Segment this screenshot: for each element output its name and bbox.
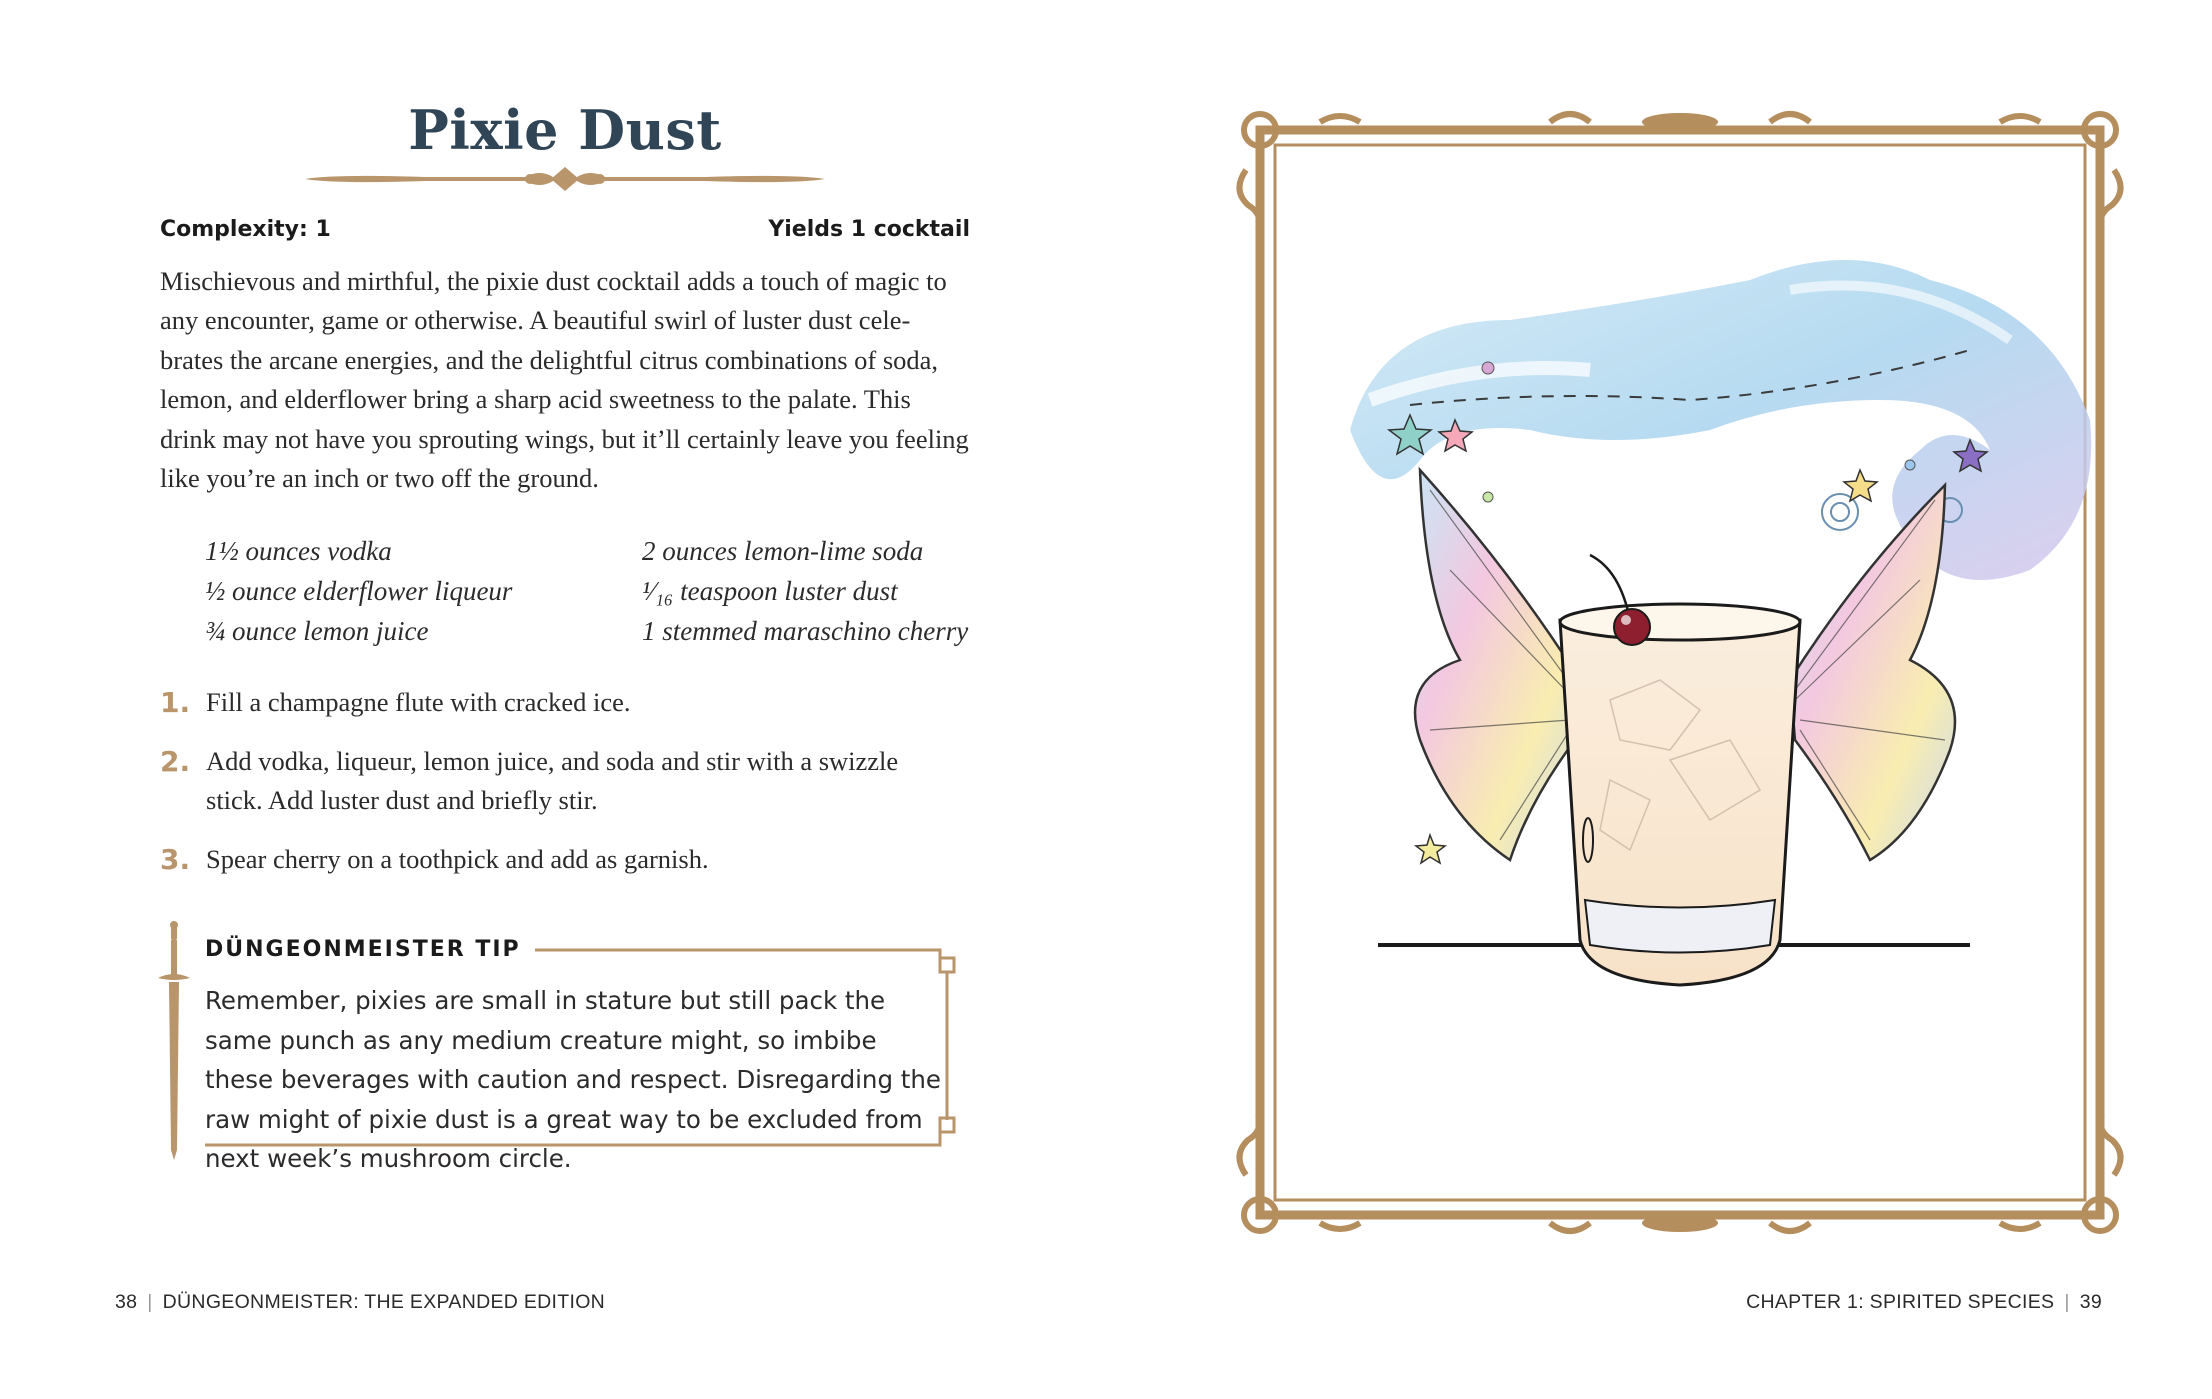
ingredient-item: 2 ounces lemon-lime soda: [642, 536, 924, 566]
recipe-title: Pixie Dust: [408, 98, 722, 162]
page-number: 39: [2079, 1291, 2102, 1313]
footer-separator: |: [2064, 1291, 2070, 1313]
step-number: 2.: [160, 745, 191, 778]
ingredient-item: 1½ ounces vodka: [205, 536, 392, 566]
recipe-intro: Mischievous and mirthful, the pixie dust cocktail adds a touch of magic to any encounter, game or otherwise. A beautiful swirl of luster dust cele-brates the arcane energies, and the delightful citrus combinations of soda, lemon, and elderflower bring a sharp acid sweetness to the palate. This drink may not have you sprouting wings, but it’ll certainly leave you feeling like you’re an inch or two off the ground.: [160, 266, 969, 494]
chapter-title: CHAPTER 1: SPIRITED SPECIES: [1746, 1291, 2055, 1313]
ingredient-item: ½ ounce elderflower liqueur: [205, 576, 513, 606]
step-number: 1.: [160, 686, 191, 719]
yield-label: Yields 1 cocktail: [768, 217, 970, 242]
recipe-meta: [160, 217, 970, 242]
footer-left: [115, 1291, 605, 1314]
ingredient-item: 1 stemmed maraschino cherry: [642, 616, 969, 646]
step-text: Spear cherry on a toothpick and add as garnish.: [206, 844, 709, 874]
complexity-label: Complexity: 1: [160, 217, 331, 242]
step-item: [160, 742, 980, 820]
ingredient-item: ¾ ounce lemon juice: [205, 616, 429, 646]
tip-text: Remember, pixies are small in stature but still pack the same punch as any medium creature might, so imbibe these beverages with caution and respect. Disregarding the raw might of pixie dust is a great way to be excluded from next week’s mushroom circle.: [205, 986, 942, 1173]
step-text: Fill a champagne flute with cracked ice.: [206, 687, 631, 717]
step-item: [160, 683, 980, 722]
tip-heading: DÜNGEONMEISTER TIP: [205, 937, 535, 962]
book-title: DÜNGEONMEISTER: THE EXPANDED EDITION: [162, 1291, 606, 1313]
page-number: 38: [115, 1291, 138, 1313]
step-list: [160, 683, 980, 899]
ingredient-list: [205, 531, 985, 651]
footer-right: [1746, 1291, 2102, 1314]
dagger-icon: [158, 921, 190, 1160]
title-ornament: [305, 166, 825, 192]
step-text: Add vodka, liqueur, lemon juice, and soda and stir with a swizzle stick. Add luster dust and briefly stir.: [206, 746, 899, 815]
footer-separator: |: [147, 1291, 153, 1313]
step-number: 3.: [160, 843, 191, 876]
ingredient-item: ¹⁄₁₆ teaspoon luster dust: [642, 576, 898, 606]
cocktail-illustration: [1230, 100, 2130, 1245]
step-item: [160, 840, 980, 879]
